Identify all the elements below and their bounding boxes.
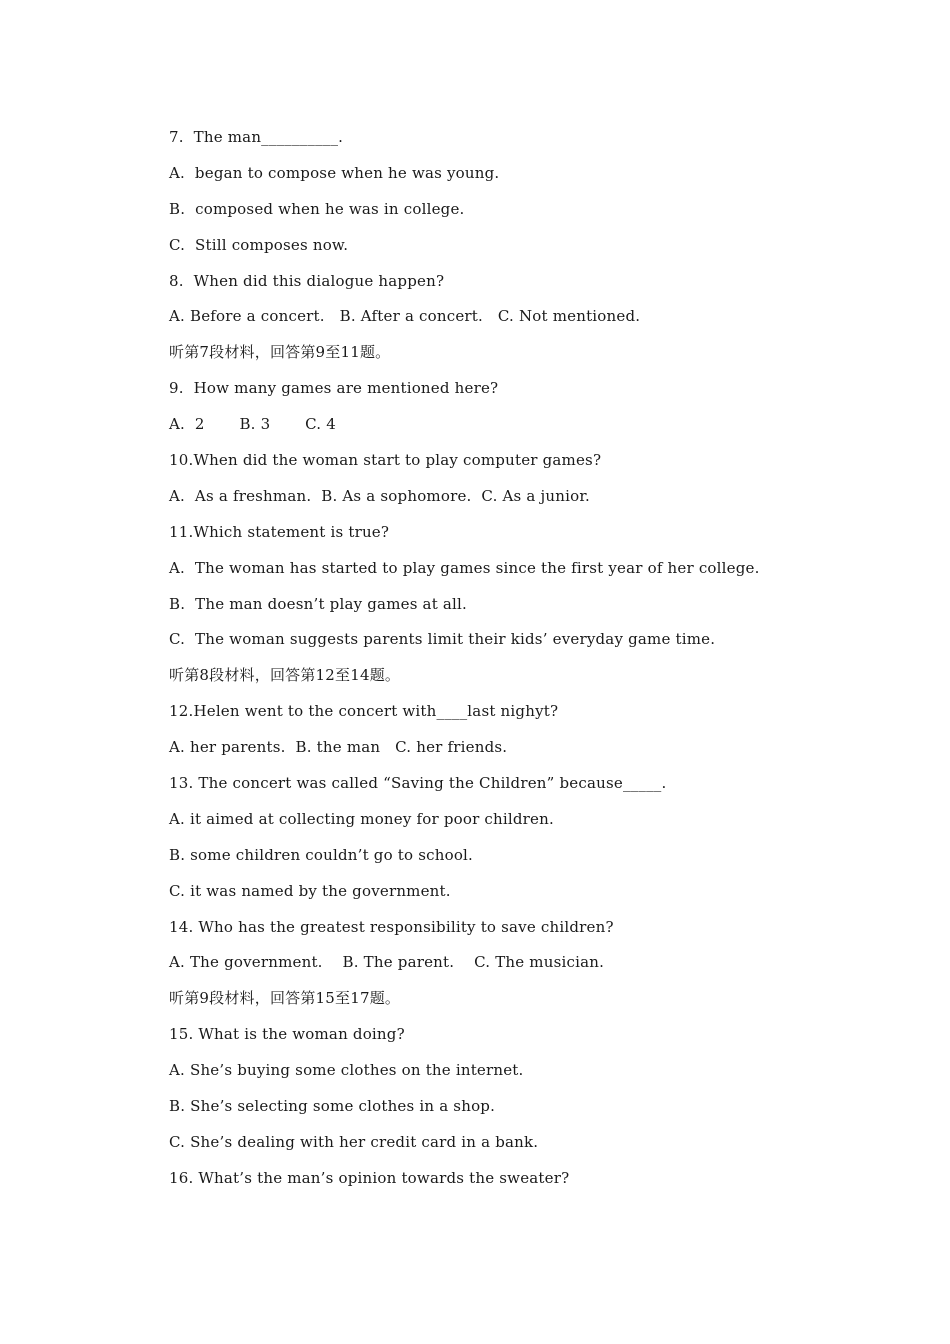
section-heading-8: 听第8段材料，回答第12至14题。 <box>169 666 401 685</box>
question-13-option-a: A. it aimed at collecting money for poor children. <box>169 809 554 828</box>
question-11-option-c: C. The woman suggests parents limit their kids’ everyday game time. <box>169 630 716 649</box>
question-15-option-a: A. She’s buying some clothes on the internet. <box>169 1061 524 1080</box>
question-15-option-c: C. She’s dealing with her credit card in a bank. <box>169 1132 539 1151</box>
question-9-options: A. 2 B. 3 C. 4 <box>169 415 336 434</box>
question-11-stem: 11.Which statement is true? <box>169 522 390 541</box>
question-13-option-b: B. some children couldn’t go to school. <box>169 845 474 864</box>
question-9-stem: 9. How many games are mentioned here? <box>169 379 499 398</box>
question-list <box>169 126 869 1203</box>
section-heading-9: 听第9段材料，回答第15至17题。 <box>169 989 401 1008</box>
question-11-option-b: B. The man doesn’t play games at all. <box>169 594 468 613</box>
question-13-stem: 13. The concert was called “Saving the Children” because_____. <box>169 774 667 793</box>
question-7-option-c: C. Still composes now. <box>169 235 349 254</box>
question-12-stem: 12.Helen went to the concert with____last nighyt? <box>169 702 559 721</box>
question-13-option-c: C. it was named by the government. <box>169 881 451 900</box>
question-14-stem: 14. Who has the greatest responsibility to save children? <box>169 917 614 936</box>
question-7-option-b: B. composed when he was in college. <box>169 199 465 218</box>
question-7-stem: 7. The man__________. <box>169 128 344 146</box>
question-12-options: A. her parents. B. the man C. her friends. <box>169 738 508 757</box>
question-14-options: A. The government. B. The parent. C. The musician. <box>169 953 605 972</box>
question-11-option-a: A. The woman has started to play games since the first year of her college. <box>169 558 760 577</box>
question-15-stem: 15. What is the woman doing? <box>169 1025 405 1044</box>
question-8-stem: 8. When did this dialogue happen? <box>169 271 445 290</box>
question-10-stem: 10.When did the woman start to play computer games? <box>169 451 602 470</box>
question-16-stem: 16. What’s the man’s opinion towards the sweater? <box>169 1168 570 1187</box>
question-15-option-b: B. She’s selecting some clothes in a shop. <box>169 1097 496 1116</box>
question-7-option-a: A. began to compose when he was young. <box>169 163 500 182</box>
question-10-options: A. As a freshman. B. As a sophomore. C. As a junior. <box>169 486 591 505</box>
question-8-options: A. Before a concert. B. After a concert. C. Not mentioned. <box>169 307 641 326</box>
section-heading-7: 听第7段材料，回答第9至11题。 <box>169 343 391 362</box>
